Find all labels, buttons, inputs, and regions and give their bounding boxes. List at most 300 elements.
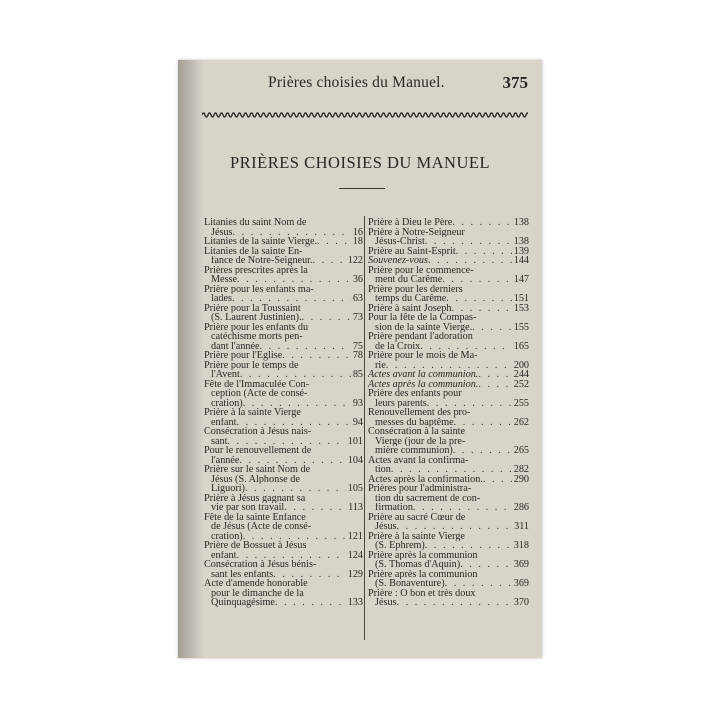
toc-entry-line — [368, 475, 529, 485]
toc-entry-line — [368, 361, 529, 371]
toc-entry — [368, 332, 529, 351]
toc-entry-text: fance de Notre-Seigneur. — [211, 256, 313, 266]
dot-leader — [454, 418, 512, 428]
toc-entry-text: Actes avant la confirma- — [368, 455, 469, 465]
toc-entry-line — [204, 437, 363, 447]
toc-page-number: 75 — [352, 341, 363, 351]
toc-page-number: 63 — [352, 294, 363, 304]
dot-leader — [478, 380, 511, 390]
toc-entry-text: Jésus-Christ — [375, 237, 425, 247]
toc-entry — [368, 218, 529, 228]
toc-entry-line — [368, 294, 529, 304]
dot-leader — [237, 275, 351, 285]
toc-entry-text: Prière à Notre-Seigneur — [368, 227, 465, 237]
toc-entry-line — [204, 294, 363, 304]
toc-entry — [204, 285, 363, 304]
toc-entry-text: Prières prescrites après la — [204, 265, 308, 275]
toc-page-number: 139 — [513, 246, 529, 256]
gutter-shadow — [178, 60, 204, 658]
toc-page-number: 244 — [513, 370, 529, 380]
toc-entry-text: Prière pour les enfants du — [204, 322, 309, 332]
toc-entry-text: Renouvellement des pro- — [368, 408, 471, 418]
toc-page-number: 36 — [352, 275, 363, 285]
toc-entry-text: Actes après la confirmation. — [368, 474, 483, 484]
toc-entry-text: Pour la fête de la Compas- — [368, 313, 477, 323]
toc-entry-text: Prière sur le saint Nom de — [204, 465, 311, 475]
toc-page-number: 147 — [513, 275, 529, 285]
toc-entry-line — [204, 323, 363, 333]
toc-entry-line — [204, 579, 363, 589]
toc-entry-line — [204, 560, 363, 570]
toc-entry-line — [204, 503, 363, 513]
toc-entry-text: rie — [375, 360, 386, 370]
toc-entry-text: Acte d'amende honorable — [204, 579, 308, 589]
toc-entry-text: Prière au Saint-Esprit — [368, 246, 456, 256]
toc-page-number: 85 — [352, 370, 363, 380]
toc-entry-text: l'Avent — [211, 370, 240, 380]
dot-leader — [428, 256, 512, 266]
toc-page-number: 252 — [513, 379, 529, 389]
toc-entry-text: Prière pour les enfants ma- — [204, 284, 314, 294]
toc-entry-text: Jésus (S. Alphonse de — [211, 474, 300, 484]
toc-page-number: 129 — [347, 569, 363, 579]
toc-entry-line — [204, 418, 363, 428]
dot-leader — [240, 370, 351, 380]
toc-entry-line — [204, 522, 363, 532]
toc-entry-text: Quinquagésime — [211, 598, 275, 608]
toc-entry-text: Prière à la sainte Vierge — [204, 408, 301, 418]
toc-entry — [204, 560, 363, 579]
toc-entry-line — [204, 389, 363, 399]
toc-entry-text: Actes après la communion. — [368, 379, 479, 389]
toc-entry-line — [204, 351, 363, 361]
dot-leader — [425, 541, 512, 551]
dot-leader — [313, 256, 346, 266]
toc-entry-text: catéchisme morts pen- — [211, 332, 303, 342]
toc-page-number: 93 — [352, 398, 363, 408]
toc-entry-text: ception (Acte de consé- — [211, 389, 308, 399]
dot-leader — [273, 570, 345, 580]
toc-entry — [368, 256, 529, 266]
toc-page-number: 265 — [513, 446, 529, 456]
toc-entry-text: enfant — [211, 417, 237, 427]
toc-page-number: 121 — [347, 531, 363, 541]
toc-page-number: 370 — [513, 598, 529, 608]
toc-entry-text: Prière pour le temps de — [204, 360, 299, 370]
toc-entry-text: Consécration à Jésus bénis- — [204, 560, 317, 570]
toc-entry-text: cration) — [211, 398, 243, 408]
toc-page-number: 262 — [513, 417, 529, 427]
toc-entry — [204, 494, 363, 513]
toc-entry-line — [368, 551, 529, 561]
toc-entry-line — [368, 532, 529, 542]
toc-entry-line — [368, 503, 529, 513]
toc-entry-line — [204, 484, 363, 494]
toc-entry — [368, 266, 529, 285]
toc-page-number: 165 — [513, 341, 529, 351]
toc-entry-line — [204, 275, 363, 285]
book-page — [178, 60, 542, 658]
toc-entry — [368, 456, 529, 475]
dot-leader — [243, 532, 346, 542]
column-divider — [364, 216, 365, 640]
toc-entry-line — [204, 218, 363, 228]
toc-entry-text: sion de la sainte Vierge. — [375, 322, 473, 332]
toc-entry — [204, 513, 363, 542]
toc-page-number: 318 — [513, 541, 529, 551]
toc-entry-text: Litanies du saint Nom de — [204, 218, 307, 228]
toc-entry-text: sant — [211, 436, 228, 446]
toc-page-number: 101 — [347, 436, 363, 446]
toc-page-number: 311 — [514, 522, 529, 532]
toc-page-number: 153 — [513, 303, 529, 313]
toc-entry-line — [368, 370, 529, 380]
toc-page-number: 138 — [513, 237, 529, 247]
toc-entry-line — [204, 551, 363, 561]
toc-entry-text: lades — [211, 294, 232, 304]
toc-entry-line — [204, 332, 363, 342]
toc-page-number: 94 — [352, 417, 363, 427]
toc-entry-text: tion — [375, 465, 391, 475]
toc-entry-text: temps du Carême — [375, 294, 447, 304]
dot-leader — [397, 598, 512, 608]
toc-entry-text: leurs parents — [375, 398, 427, 408]
toc-entry — [204, 266, 363, 285]
dot-leader — [452, 218, 511, 228]
toc-entry — [368, 247, 529, 257]
toc-entry-line — [204, 256, 363, 266]
toc-entry-line — [368, 560, 529, 570]
toc-entry-text: Prière pour le mois de Ma- — [368, 351, 478, 361]
dot-leader — [420, 342, 511, 352]
toc-entry-text: Liguori) — [211, 484, 245, 494]
toc-page-number: 255 — [513, 398, 529, 408]
toc-entry — [368, 513, 529, 532]
toc-entry-line — [204, 285, 363, 295]
dot-leader — [451, 304, 511, 314]
toc-entry-line — [368, 266, 529, 276]
toc-entry — [368, 551, 529, 570]
dot-leader — [483, 475, 512, 485]
toc-entry-text: Prière à la sainte Vierge — [368, 531, 465, 541]
toc-entry-line — [204, 408, 363, 418]
toc-entry-line — [368, 418, 529, 428]
toc-entry — [368, 389, 529, 408]
toc-entry-line — [368, 437, 529, 447]
toc-entry-text: Prière pour le commence- — [368, 265, 474, 275]
toc-entry-line — [368, 589, 529, 599]
toc-entry-line — [204, 228, 363, 238]
toc-entry-line — [368, 332, 529, 342]
toc-page-number: 282 — [513, 465, 529, 475]
toc-entry-text: Pour le renouvellement de — [204, 446, 312, 456]
toc-entry-line — [204, 399, 363, 409]
toc-entry — [204, 323, 363, 352]
toc-entry — [204, 446, 363, 465]
toc-entry-line — [204, 427, 363, 437]
toc-entry — [204, 408, 363, 427]
toc-entry-text: Jésus — [375, 598, 397, 608]
toc-entry-line — [204, 465, 363, 475]
dot-leader — [245, 484, 346, 494]
toc-entry — [204, 541, 363, 560]
toc-page-number: 290 — [513, 474, 529, 484]
toc-entry — [204, 351, 363, 361]
dot-leader — [413, 503, 512, 513]
toc-entry-line — [368, 446, 529, 456]
dot-leader — [227, 437, 345, 447]
dot-leader — [446, 294, 511, 304]
ornamental-wave-rule — [202, 110, 528, 120]
toc-entry — [368, 380, 529, 390]
toc-page-number: 124 — [347, 550, 363, 560]
dot-leader — [232, 294, 351, 304]
toc-entry-line — [204, 456, 363, 466]
dot-leader — [460, 560, 512, 570]
toc-entry-line — [204, 446, 363, 456]
toc-entry — [368, 589, 529, 608]
toc-entry-text: Prière pour les derniers — [368, 284, 463, 294]
dot-leader — [427, 399, 512, 409]
toc-entry-line — [368, 399, 529, 409]
running-title: Prières choisies du Manuel. — [268, 74, 445, 91]
toc-page-number: 113 — [348, 503, 363, 513]
toc-entry-text: de la Croix — [375, 341, 421, 351]
toc-entry-line — [368, 427, 529, 437]
toc-entry-line — [368, 285, 529, 295]
toc-entry — [368, 408, 529, 427]
dot-leader — [260, 342, 351, 352]
toc-entry-line — [204, 589, 363, 599]
toc-entry-text: cration) — [211, 531, 243, 541]
toc-entry — [368, 532, 529, 551]
dot-leader — [275, 598, 346, 608]
toc-entry-text: vie par son travail — [211, 503, 285, 513]
toc-page-number: 138 — [513, 218, 529, 228]
toc-entry — [204, 247, 363, 266]
toc-entry — [368, 475, 529, 485]
toc-entry-line — [204, 380, 363, 390]
toc-entry-line — [204, 266, 363, 276]
toc-entry-text: de Jésus (Acte de consé- — [211, 522, 312, 532]
toc-entry-text: (S. Laurent Justinien). — [211, 313, 302, 323]
toc-entry-text: Jésus — [211, 227, 233, 237]
toc-entry-text: Prière après la communion — [368, 550, 478, 560]
running-header — [178, 74, 542, 98]
dot-leader — [442, 275, 511, 285]
toc-page-number: 78 — [352, 351, 363, 361]
toc-entry — [368, 228, 529, 247]
toc-entry — [368, 370, 529, 380]
toc-entry-text: Prière à Dieu le Père — [368, 218, 453, 228]
toc-entry-line — [204, 237, 363, 247]
toc-entry-line — [204, 570, 363, 580]
toc-entry-text: Prière au sacré Cœur de — [368, 512, 466, 522]
toc-page-number: 122 — [347, 256, 363, 266]
dot-leader — [282, 351, 351, 361]
toc-page-number: 151 — [513, 294, 529, 304]
toc-entry — [204, 361, 363, 380]
toc-entry-text: ment du Carême — [375, 275, 443, 285]
toc-page-number: 155 — [513, 322, 529, 332]
dot-leader — [445, 579, 512, 589]
toc-entry — [204, 218, 363, 237]
toc-entry-line — [368, 522, 529, 532]
toc-page-number: 105 — [347, 484, 363, 494]
toc-page-number: 104 — [347, 455, 363, 465]
toc-entry-text: Actes avant la communion. — [368, 370, 479, 380]
dot-leader — [425, 237, 512, 247]
toc-entry-line — [368, 237, 529, 247]
toc-page-number: 369 — [513, 560, 529, 570]
toc-entry-text: Souvenez-vous — [368, 256, 428, 266]
toc-page-number: 73 — [352, 313, 363, 323]
toc-entry-line — [368, 570, 529, 580]
toc-entry-line — [204, 532, 363, 542]
toc-entry-line — [204, 342, 363, 352]
toc-entry — [368, 313, 529, 332]
toc-entry-text: firmation — [375, 503, 413, 513]
toc-entry-line — [368, 465, 529, 475]
toc-page-number: 144 — [513, 256, 529, 266]
section-title: PRIÈRES CHOISIES DU MANUEL — [229, 153, 491, 172]
toc-entry-text: Messe — [211, 275, 238, 285]
dot-leader — [397, 522, 513, 532]
toc-entry-line — [368, 513, 529, 523]
toc-entry-text: (S. Bonaventure) — [375, 579, 445, 589]
toc-entry-text: l'année — [211, 455, 240, 465]
toc-entry-text: enfant — [211, 550, 237, 560]
dot-leader — [284, 503, 346, 513]
toc-entry-line — [204, 247, 363, 257]
toc-entry — [368, 285, 529, 304]
toc-page-number: 200 — [513, 360, 529, 370]
toc-entry-text: Prière à Jésus gagnant sa — [204, 493, 306, 503]
toc-entry-line — [368, 484, 529, 494]
toc-entry-text: Consécration à la sainte — [368, 427, 466, 437]
toc-entry — [368, 570, 529, 589]
dot-leader — [243, 399, 351, 409]
toc-entry — [204, 427, 363, 446]
toc-entry — [204, 465, 363, 494]
toc-entry-line — [368, 256, 529, 266]
toc-entry-text: (S. Ephrem) — [375, 541, 425, 551]
toc-entry-line — [368, 351, 529, 361]
dot-leader — [472, 323, 512, 333]
toc-entry-line — [368, 218, 529, 228]
toc-entry-line — [204, 513, 363, 523]
toc-page-number: 18 — [352, 237, 363, 247]
toc-entry — [368, 304, 529, 314]
toc-page-number: 133 — [347, 598, 363, 608]
toc-entry-text: Prières pour l'administra- — [368, 484, 472, 494]
toc-entry-line — [204, 304, 363, 314]
toc-entry-text: tion du sacrement de con- — [375, 493, 481, 503]
dot-leader — [233, 228, 351, 238]
toc-entry-text: Consécration à Jésus nais- — [204, 427, 312, 437]
toc-entry-text: Fête de l'Immaculée Con- — [204, 379, 310, 389]
toc-entry-text: Prière pour la Toussaint — [204, 303, 301, 313]
toc-entry-text: Prière après la communion — [368, 569, 478, 579]
toc-entry-text: pour le dimanche de la — [211, 588, 304, 598]
toc-entry-line — [368, 342, 529, 352]
toc-entry-text: (S. Thomas d'Aquin) — [375, 560, 461, 570]
dot-leader — [236, 418, 350, 428]
dot-leader — [391, 465, 512, 475]
toc-entry — [368, 484, 529, 513]
toc-entry-line — [368, 323, 529, 333]
toc-entry-line — [204, 361, 363, 371]
dot-leader — [386, 361, 512, 371]
toc-right-column — [368, 218, 529, 608]
toc-entry-line — [368, 541, 529, 551]
toc-entry-line — [204, 475, 363, 485]
toc-entry-line — [368, 579, 529, 589]
toc-entry-text: Litanies de la sainte Vierge. — [204, 237, 318, 247]
toc-entry-text: dant l'année — [211, 341, 260, 351]
toc-entry-line — [204, 598, 363, 608]
toc-entry-line — [368, 304, 529, 314]
toc-page-number: 16 — [352, 227, 363, 237]
toc-entry — [204, 304, 363, 323]
toc-entry — [204, 579, 363, 608]
toc-entry-line — [204, 494, 363, 504]
page-number: 375 — [502, 73, 528, 92]
dot-leader — [317, 237, 351, 247]
toc-entry-line — [204, 370, 363, 380]
toc-entry-text: mière communion) — [375, 446, 453, 456]
toc-entry-line — [368, 380, 529, 390]
dot-leader — [239, 456, 345, 466]
toc-entry-text: Vierge (jour de la pre- — [375, 436, 466, 446]
dot-leader — [478, 370, 511, 380]
toc-entry — [204, 380, 363, 409]
toc-entry-text: Prière pendant l'adoration — [368, 332, 473, 342]
toc-entry — [368, 351, 529, 370]
toc-entry-line — [368, 494, 529, 504]
toc-entry-text: Prière : O bon et très doux — [368, 588, 476, 598]
toc-entry-text: Litanies de la sainte En- — [204, 246, 303, 256]
dot-leader — [453, 446, 512, 456]
toc-entry-line — [368, 389, 529, 399]
toc-entry-line — [368, 598, 529, 608]
toc-entry-text: Jésus — [375, 522, 397, 532]
toc-entry-line — [368, 247, 529, 257]
toc-entry-line — [368, 228, 529, 238]
toc-entry-line — [368, 408, 529, 418]
toc-page-number: 369 — [513, 579, 529, 589]
toc-entry-line — [368, 313, 529, 323]
toc-entry-text: Fête de la sainte Enfance — [204, 512, 306, 522]
toc-entry-line — [368, 456, 529, 466]
toc-entry-text: sant les enfants — [211, 569, 274, 579]
toc-entry-line — [204, 541, 363, 551]
toc-entry-text: Prière de Bossuet à Jésus — [204, 541, 307, 551]
toc-entry — [368, 427, 529, 456]
dot-leader — [302, 313, 351, 323]
dot-leader — [236, 551, 345, 561]
toc-entry — [204, 237, 363, 247]
dot-leader — [456, 247, 512, 257]
toc-entry-line — [204, 313, 363, 323]
toc-entry-text: Prière des enfants pour — [368, 389, 462, 399]
toc-left-column — [204, 218, 363, 608]
toc-page-number: 286 — [513, 503, 529, 513]
toc-entry-line — [368, 275, 529, 285]
toc-entry-text: Prière à saint Joseph — [368, 303, 452, 313]
title-underline — [339, 188, 385, 189]
toc-entry-text: messes du baptême — [375, 417, 454, 427]
